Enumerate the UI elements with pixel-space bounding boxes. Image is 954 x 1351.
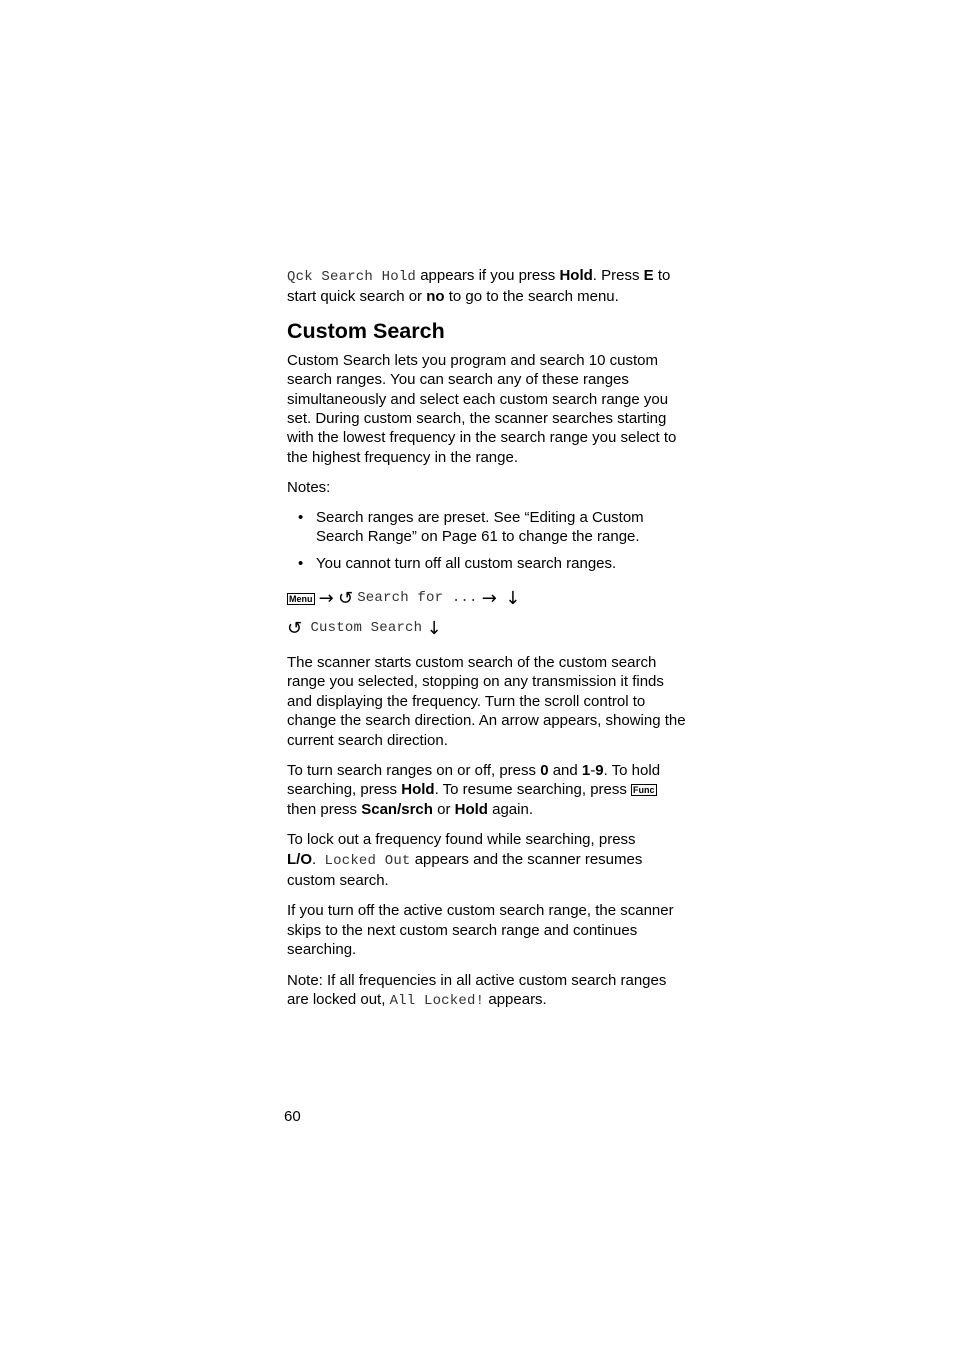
lockout-text-3: appears and the scanner resumes custom search. bbox=[287, 850, 643, 889]
display-text-all-locked: All Locked! bbox=[389, 992, 485, 1009]
hold-key-label: Hold bbox=[401, 781, 435, 799]
intro-text-2: . Press bbox=[592, 267, 644, 284]
section-heading: Custom Search bbox=[287, 318, 445, 343]
intro-text-3: to start quick search or bbox=[287, 267, 671, 306]
lockout-text-2: . bbox=[312, 850, 325, 868]
note-text: You cannot turn off all custom search ranges. bbox=[316, 555, 617, 573]
controls-paragraph bbox=[287, 761, 687, 819]
page-content bbox=[287, 266, 687, 1011]
bullet-icon: • bbox=[298, 508, 304, 526]
zero-key-label: 0 bbox=[540, 761, 549, 779]
lockout-text-1: To lock out a frequency found while searching, press bbox=[287, 831, 636, 849]
display-text-search-for: Search for ... bbox=[357, 590, 478, 607]
note-text-2: appears. bbox=[484, 990, 547, 1008]
one-key-label: 1 bbox=[581, 761, 591, 779]
operation-paragraph: The scanner starts custom search of the custom search range you selected, stopping on any transmission it finds and displaying the frequency. Turn the scroll control to change the search direction. An arrow appears, showing the current search direction. bbox=[287, 653, 686, 749]
description-paragraph: Custom Search lets you program and search 10 custom search ranges. You can search any of these ranges simultaneously and select each custom search range you set. During custom search, the scanner searches starting with the lowest frequency in the search range you select to the highest frequency in the range. bbox=[287, 351, 677, 466]
arrow-right-icon: → bbox=[318, 587, 334, 609]
notes-list bbox=[287, 508, 687, 574]
list-item bbox=[287, 508, 687, 547]
e-key-label: E bbox=[643, 267, 654, 284]
page-number: 60 bbox=[284, 1108, 301, 1125]
rotate-scroll-icon: ↺ bbox=[287, 617, 303, 639]
hold-key-label: Hold bbox=[559, 267, 593, 284]
controls-text-1: To turn search ranges on or off, press bbox=[287, 761, 541, 779]
controls-text-6: then press bbox=[287, 800, 362, 818]
skip-paragraph: If you turn off the active custom search range, the scanner skips to the next custom search range and continues searching. bbox=[287, 902, 674, 959]
controls-text-7: or bbox=[432, 800, 455, 818]
intro-paragraph bbox=[287, 266, 687, 307]
display-text-custom-search: Custom Search bbox=[310, 620, 423, 637]
display-text-qck-search-hold: Qck Search Hold bbox=[287, 269, 417, 285]
nine-key-label: 9 bbox=[595, 761, 604, 779]
controls-text-8: again. bbox=[487, 800, 533, 818]
intro-text-4: to go to the search menu. bbox=[444, 288, 619, 306]
controls-text-2: and bbox=[548, 761, 582, 779]
menu-key-icon: Menu bbox=[289, 593, 313, 604]
note-text: Search ranges are preset. See “Editing a Custom Search Range” on Page 61 to change the range. bbox=[316, 508, 644, 546]
rotate-scroll-icon: ↺ bbox=[337, 587, 354, 609]
scan-srch-key-label: Scan/srch bbox=[361, 800, 433, 818]
no-key-label: no bbox=[426, 288, 445, 306]
controls-text-3: - bbox=[590, 761, 596, 779]
func-key-icon: Func bbox=[633, 785, 655, 796]
controls-text-5: . To resume searching, press bbox=[434, 781, 632, 799]
controls-text-4: . To hold searching, press bbox=[287, 761, 661, 799]
key-sequence-1 bbox=[287, 586, 687, 612]
intro-text-1: appears if you press bbox=[416, 267, 560, 284]
lockout-paragraph bbox=[287, 830, 687, 890]
display-text-locked-out: Locked Out bbox=[324, 852, 411, 869]
lo-key-label: L/O bbox=[287, 850, 312, 868]
arrow-down-icon: ↓ bbox=[505, 587, 521, 609]
hold-key-label: Hold bbox=[454, 800, 488, 818]
notes-label: Notes: bbox=[287, 479, 331, 497]
arrow-right-icon: → bbox=[481, 587, 497, 609]
arrow-down-icon: ↓ bbox=[426, 617, 442, 639]
bullet-icon: • bbox=[298, 555, 304, 573]
key-sequence-2 bbox=[287, 616, 687, 642]
note-paragraph bbox=[287, 971, 687, 1012]
list-item bbox=[287, 554, 687, 573]
note-text-1: Note: If all frequencies in all active custom search ranges are locked out, bbox=[287, 971, 667, 1008]
